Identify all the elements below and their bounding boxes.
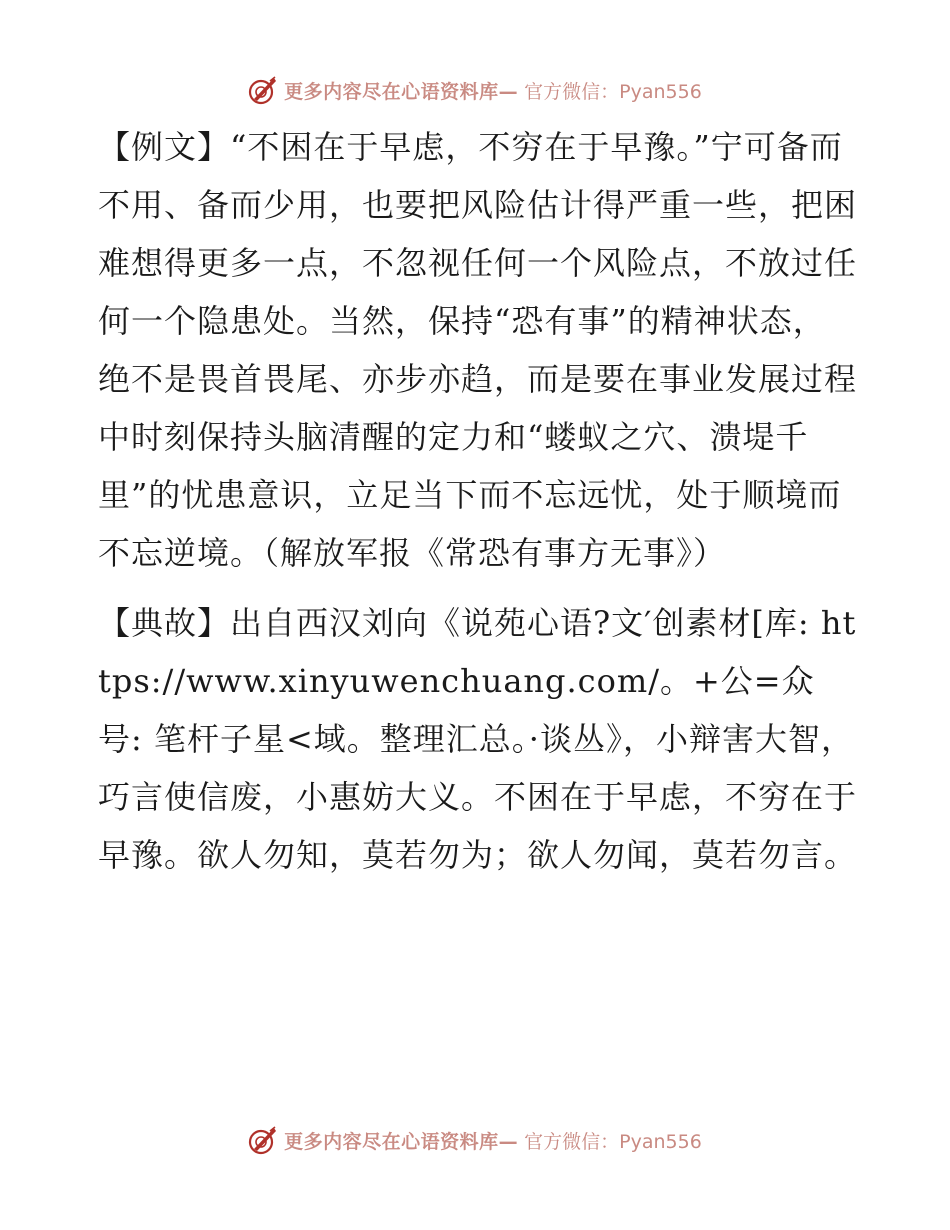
allusion-paragraph: 【典故】出自西汉刘向《说苑心语?文′创素材[库: https://www.xinyuwenchuang.com/。+公=众号: 笔杆子星<域。整理汇总。·谈丛》，小辩害大智，巧言使信废，小惠妨大义。不困在于早虑，不穷在于早豫。欲人勿知，莫若勿为；欲人勿闻，莫若勿言。 bbox=[98, 604, 858, 874]
example-paragraph: 【例文】“不困在于早虑，不穷在于早豫。”宁可备而不用、备而少用，也要把风险估计得严重一些，把困难想得更多一点，不忽视任何一个风险点，不放过任何一个隐患处。当然，保持“恐有事”的精神状态，绝不是畏首畏尾、亦步亦趋，而是要在事业发展过程中时刻保持头脑清醒的定力和“蝼蚁之穴、溃堤千里”的忧患意识，立足当下而不忘远忧，处于顺境而不忘逆境。（解放军报《常恐有事方无事》） bbox=[98, 128, 858, 572]
header-wechat: 官方微信：Pyan556 bbox=[524, 80, 702, 103]
header-banner bbox=[0, 72, 950, 108]
document-body bbox=[98, 118, 858, 884]
quill-logo-icon bbox=[248, 75, 278, 105]
header-slogan: 更多内容尽在心语资料库— bbox=[284, 80, 519, 103]
footer-banner bbox=[0, 1122, 950, 1158]
footer-wechat: 官方微信：Pyan556 bbox=[524, 1130, 702, 1153]
footer-slogan: 更多内容尽在心语资料库— bbox=[284, 1130, 519, 1153]
quill-logo-icon bbox=[248, 1125, 278, 1155]
